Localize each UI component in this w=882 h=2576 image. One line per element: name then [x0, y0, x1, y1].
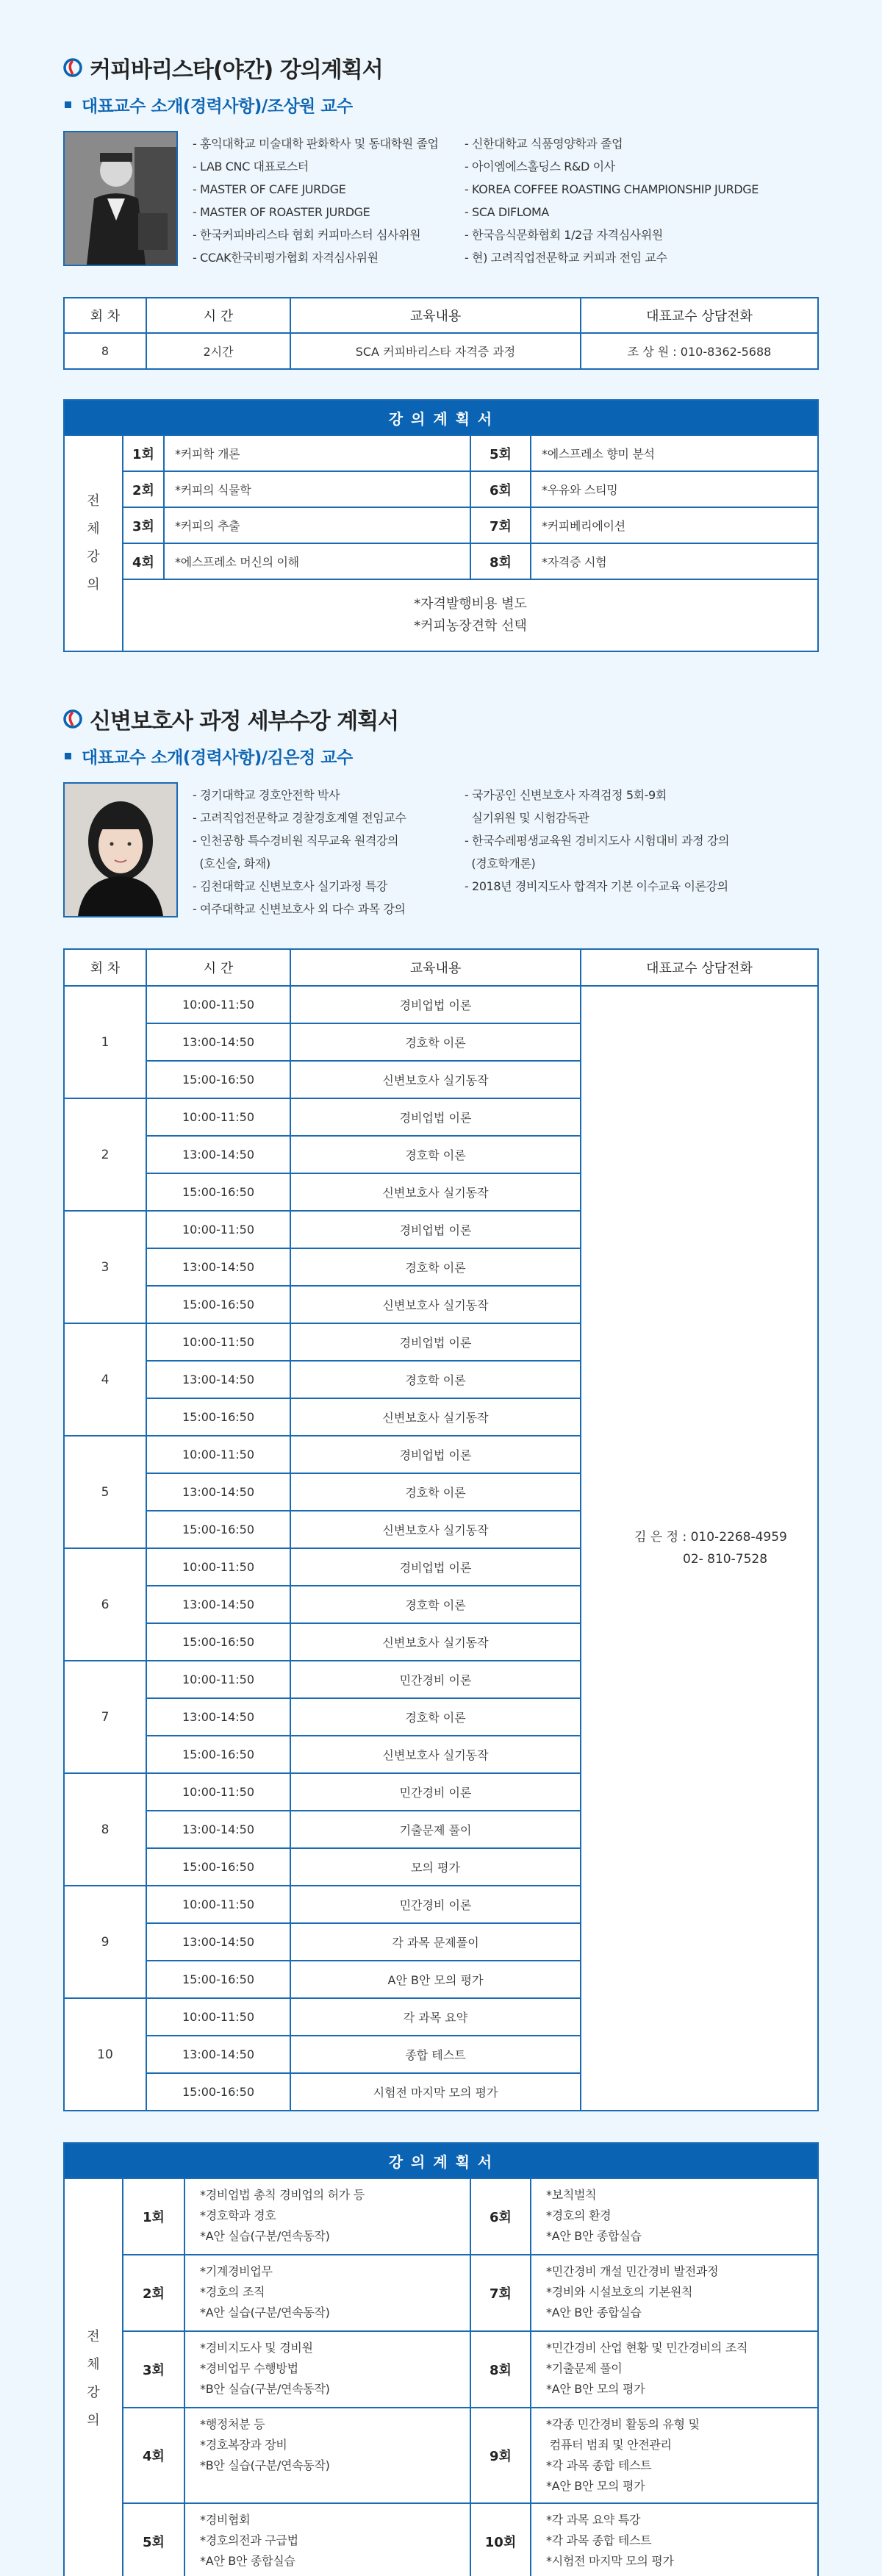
time-slot: 13:00-14:50 [146, 1811, 290, 1848]
column-header: 회 차 [64, 949, 146, 986]
course-content: 신변보호사 실기동작 [290, 1173, 581, 1211]
course-content: 신변보호사 실기동작 [290, 1061, 581, 1098]
time-slot: 15:00-16:50 [146, 1736, 290, 1773]
course-content: 모의 평가 [290, 1848, 581, 1886]
time-slot: 10:00-11:50 [146, 1886, 290, 1923]
session-number: 10 [64, 1998, 146, 2111]
career-list [193, 132, 810, 269]
time-slot: 13:00-14:50 [146, 1473, 290, 1511]
career-item: 실기위원 및 시험감독관 [465, 811, 589, 825]
table-row [64, 2331, 818, 2408]
course-content: 신변보호사 실기동작 [290, 1736, 581, 1773]
column-header: 대표교수 상담전화 [581, 298, 818, 333]
lecture-plan-title: 강 의 계 획 서 [64, 400, 818, 435]
episode-topics: *민간경비 산업 현황 및 민간경비의 조직 *기출문제 풀이 *A안 B안 모의 평가 [531, 2331, 818, 2408]
career-item: - 한국커피바리스타 협회 커피마스터 심사위원 [193, 228, 421, 242]
time-slot: 10:00-11:50 [146, 1548, 290, 1586]
professor-photo [63, 782, 178, 917]
course-content: 신변보호사 실기동작 [290, 1398, 581, 1436]
course-content: 경비업법 이론 [290, 1436, 581, 1473]
professor-heading-row [63, 744, 819, 768]
course-content: 신변보호사 실기동작 [290, 1511, 581, 1548]
time-slot: 15:00-16:50 [146, 1061, 290, 1098]
episode-topic: *커피의 추출 [164, 507, 470, 543]
session-number: 7 [64, 1661, 146, 1773]
episode-number: 4회 [123, 2408, 184, 2503]
course-content: 경비업법 이론 [290, 1548, 581, 1586]
episode-number: 8회 [470, 543, 531, 579]
section-title-row [63, 704, 819, 734]
column-header: 대표교수 상담전화 [581, 949, 818, 986]
episode-number: 4회 [123, 543, 164, 579]
session-number: 1 [64, 986, 146, 1098]
table-header-row [64, 949, 818, 986]
page-title: 신변보호사 과정 세부수강 계획서 [90, 709, 399, 734]
career-column-right [465, 784, 810, 920]
episode-number: 7회 [470, 507, 531, 543]
session-number: 4 [64, 1323, 146, 1436]
column-header: 시 간 [146, 298, 290, 333]
episode-number: 2회 [123, 471, 164, 507]
column-header: 회 차 [64, 298, 146, 333]
table-row [64, 2408, 818, 2503]
episode-topic: *자격증 시험 [531, 543, 818, 579]
career-item: - 신한대학교 식품영양학과 졸업 [465, 137, 623, 151]
professor-phone: 조 상 원 : 010-8362-5688 [581, 333, 818, 369]
episode-number: 9회 [470, 2408, 531, 2503]
table-row [64, 2178, 818, 2255]
time-slot: 15:00-16:50 [146, 1511, 290, 1548]
episode-topics: *경비지도사 및 경비원 *경비업무 수행방법 *B안 실습(구분/연속동작) [184, 2331, 470, 2408]
episode-number: 10회 [470, 2503, 531, 2576]
table-row [64, 333, 818, 369]
course-content: SCA 커피바리스타 자격증 과정 [290, 333, 581, 369]
career-item: - 인천공항 특수경비원 직무교육 원격강의 [193, 834, 399, 848]
professor-photo [63, 131, 178, 266]
course-content: A안 B안 모의 평가 [290, 1961, 581, 1998]
lecture-plan-note: *자격발행비용 별도 *커피농장견학 선택 [123, 579, 818, 651]
course-content: 경호학 이론 [290, 1698, 581, 1736]
course-content: 시험전 마지막 모의 평가 [290, 2073, 581, 2111]
course-content: 민간경비 이론 [290, 1661, 581, 1698]
time-slot: 10:00-11:50 [146, 1098, 290, 1136]
lecture-plan-title: 강 의 계 획 서 [64, 2143, 818, 2178]
time-slot: 13:00-14:50 [146, 1361, 290, 1398]
professor-profile [63, 782, 819, 920]
course-content: 경호학 이론 [290, 1473, 581, 1511]
episode-number: 5회 [470, 435, 531, 471]
career-item: - 2018년 경비지도사 합격자 기본 이수교육 이론강의 [465, 879, 728, 893]
column-header: 교육내용 [290, 298, 581, 333]
time-slot: 10:00-11:50 [146, 1773, 290, 1811]
time-slot: 13:00-14:50 [146, 1586, 290, 1623]
episode-number: 3회 [123, 507, 164, 543]
episode-topic: *커피학 개론 [164, 435, 470, 471]
table-row [64, 543, 818, 579]
time-slot: 13:00-14:50 [146, 1248, 290, 1286]
episode-number: 1회 [123, 2178, 184, 2255]
professor-heading: 대표교수 소개(경력사항)/김은정 교수 [82, 748, 353, 768]
course-content: 각 과목 요약 [290, 1998, 581, 2036]
career-item: - KOREA COFFEE ROASTING CHAMPIONSHIP JURDGE [465, 182, 759, 196]
page-title: 커피바리스타(야간) 강의계획서 [90, 57, 383, 83]
time-slot: 15:00-16:50 [146, 1623, 290, 1661]
career-column-right [465, 132, 810, 269]
time-slot: 13:00-14:50 [146, 1698, 290, 1736]
episode-number: 3회 [123, 2331, 184, 2408]
session-count: 8 [64, 333, 146, 369]
course-content: 경비업법 이론 [290, 1098, 581, 1136]
lecture-plan-body [64, 2143, 818, 2576]
career-column-left [193, 784, 465, 920]
episode-topic: *에스프레소 머신의 이해 [164, 543, 470, 579]
course-content: 민간경비 이론 [290, 1773, 581, 1811]
career-item: - 경기대학교 경호안전학 박사 [193, 788, 340, 802]
time-slot: 10:00-11:50 [146, 1998, 290, 2036]
schedule-table [63, 948, 819, 2111]
course-content: 신변보호사 실기동작 [290, 1286, 581, 1323]
time-slot: 15:00-16:50 [146, 2073, 290, 2111]
episode-number: 7회 [470, 2255, 531, 2331]
course-content: 경호학 이론 [290, 1248, 581, 1286]
lecture-plan-table [63, 2142, 819, 2576]
course-info-table [63, 297, 819, 370]
session-number: 9 [64, 1886, 146, 1998]
schedule-body [64, 986, 818, 2111]
time-slot: 15:00-16:50 [146, 1286, 290, 1323]
time-slot: 10:00-11:50 [146, 1661, 290, 1698]
time-slot: 13:00-14:50 [146, 1923, 290, 1961]
course-content: 경호학 이론 [290, 1586, 581, 1623]
episode-topics: *기계경비업무 *경호의 조직 *A안 실습(구분/연속동작) [184, 2255, 470, 2331]
session-number: 2 [64, 1098, 146, 1211]
session-duration: 2시간 [146, 333, 290, 369]
episode-topics: *행정처분 등 *경호복장과 장비 *B안 실습(구분/연속동작) [184, 2408, 470, 2503]
section-bodyguard [63, 704, 819, 2576]
session-number: 8 [64, 1773, 146, 1886]
course-content: 기출문제 풀이 [290, 1811, 581, 1848]
career-item: - MASTER OF ROASTER JURDGE [193, 205, 370, 219]
career-item: - 아이엠에스홀딩스 R&D 이사 [465, 160, 615, 173]
career-list [193, 784, 810, 920]
course-content: 경비업법 이론 [290, 1211, 581, 1248]
episode-number: 2회 [123, 2255, 184, 2331]
school-logo-icon [63, 58, 82, 77]
section-title-row [63, 53, 819, 82]
episode-number: 8회 [470, 2331, 531, 2408]
time-slot: 10:00-11:50 [146, 1323, 290, 1361]
time-slot: 15:00-16:50 [146, 1961, 290, 1998]
career-item: (호신술, 화재) [193, 856, 270, 870]
episode-topics: *각종 민간경비 활동의 유형 및 컴퓨터 범죄 및 안전관리 *각 과목 종합 테스트 *A안 B안 모의 평가 [531, 2408, 818, 2503]
column-header: 교육내용 [290, 949, 581, 986]
session-number: 6 [64, 1548, 146, 1661]
episode-topics: *보칙벌칙 *경호의 환경 *A안 B안 종합실습 [531, 2178, 818, 2255]
whole-lecture-label: 전 체 강 의 [64, 435, 123, 651]
section-coffee-barista [63, 53, 819, 652]
course-content: 경호학 이론 [290, 1361, 581, 1398]
career-column-left [193, 132, 465, 269]
career-item: - MASTER OF CAFE JURDGE [193, 182, 346, 196]
career-item: - 홍익대학교 미술대학 판화학사 및 동대학원 졸업 [193, 137, 439, 151]
career-item: - 한국수레평생교육원 경비지도사 시험대비 과정 강의 [465, 834, 730, 848]
career-item: - CCAK한국비평가협회 자격심사위원 [193, 251, 379, 265]
course-content: 민간경비 이론 [290, 1886, 581, 1923]
time-slot: 10:00-11:50 [146, 986, 290, 1023]
episode-number: 1회 [123, 435, 164, 471]
episode-topic: *커피의 식물학 [164, 471, 470, 507]
school-logo-icon [63, 709, 82, 729]
career-item: - 국가공인 신변보호사 자격검정 5회-9회 [465, 788, 667, 802]
episode-number: 6회 [470, 2178, 531, 2255]
time-slot: 13:00-14:50 [146, 2036, 290, 2073]
time-slot: 15:00-16:50 [146, 1173, 290, 1211]
career-item: - 여주대학교 신변보호사 외 다수 과목 강의 [193, 902, 406, 916]
episode-number: 6회 [470, 471, 531, 507]
table-row [64, 579, 818, 651]
table-header-row [64, 298, 818, 333]
course-content: 각 과목 문제풀이 [290, 1923, 581, 1961]
professor-heading-row [63, 93, 819, 116]
episode-number: 5회 [123, 2503, 184, 2576]
time-slot: 10:00-11:50 [146, 1211, 290, 1248]
course-content: 경호학 이론 [290, 1023, 581, 1061]
table-row [64, 471, 818, 507]
episode-topic: *우유와 스티밍 [531, 471, 818, 507]
course-content: 경비업법 이론 [290, 1323, 581, 1361]
episode-topic: *커피베리에이션 [531, 507, 818, 543]
session-number: 3 [64, 1211, 146, 1323]
career-item: (경호학개론) [465, 856, 536, 870]
career-item: - 한국음식문화협회 1/2급 자격심사위원 [465, 228, 663, 242]
professor-profile [63, 131, 819, 269]
career-item: - 고려직업전문학교 경찰경호계열 전임교수 [193, 811, 406, 825]
episode-topics: *경비업법 총칙 경비업의 허가 등 *경호학과 경호 *A안 실습(구분/연속동작) [184, 2178, 470, 2255]
table-row [64, 507, 818, 543]
bullet-square-icon [65, 753, 71, 759]
bullet-square-icon [65, 101, 71, 108]
table-row [64, 2255, 818, 2331]
professor-phone: 김 은 정 : 010-2268-4959 02- 810-7528 [581, 986, 818, 2111]
career-item: - 김천대학교 신변보호사 실기과정 특강 [193, 879, 388, 893]
course-content: 경비업법 이론 [290, 986, 581, 1023]
career-item: - 현) 고려직업전문학교 커피과 전임 교수 [465, 251, 667, 265]
time-slot: 10:00-11:50 [146, 1436, 290, 1473]
lecture-plan-table [63, 399, 819, 652]
course-content: 신변보호사 실기동작 [290, 1623, 581, 1661]
time-slot: 13:00-14:50 [146, 1136, 290, 1173]
episode-topics: *각 과목 요약 특강 *각 과목 종합 테스트 *시험전 마지막 모의 평가 [531, 2503, 818, 2576]
time-slot: 15:00-16:50 [146, 1398, 290, 1436]
episode-topic: *에스프레소 향미 분석 [531, 435, 818, 471]
session-number: 5 [64, 1436, 146, 1548]
career-item: - LAB CNC 대표로스터 [193, 160, 309, 173]
table-row [64, 2503, 818, 2576]
episode-topics: *민간경비 개설 민간경비 발전과정 *경비와 시설보호의 기본원칙 *A안 B안 종합실습 [531, 2255, 818, 2331]
table-row [64, 986, 818, 1023]
time-slot: 13:00-14:50 [146, 1023, 290, 1061]
professor-heading: 대표교수 소개(경력사항)/조상원 교수 [82, 96, 353, 116]
whole-lecture-label: 전 체 강 의 [64, 2178, 123, 2576]
time-slot: 15:00-16:50 [146, 1848, 290, 1886]
career-item: - SCA DIFLOMA [465, 205, 549, 219]
course-content: 종합 테스트 [290, 2036, 581, 2073]
episode-topics: *경비협회 *경호의전과 구급법 *A안 B안 종합실습 [184, 2503, 470, 2576]
course-content: 경호학 이론 [290, 1136, 581, 1173]
table-row [64, 435, 818, 471]
column-header: 시 간 [146, 949, 290, 986]
